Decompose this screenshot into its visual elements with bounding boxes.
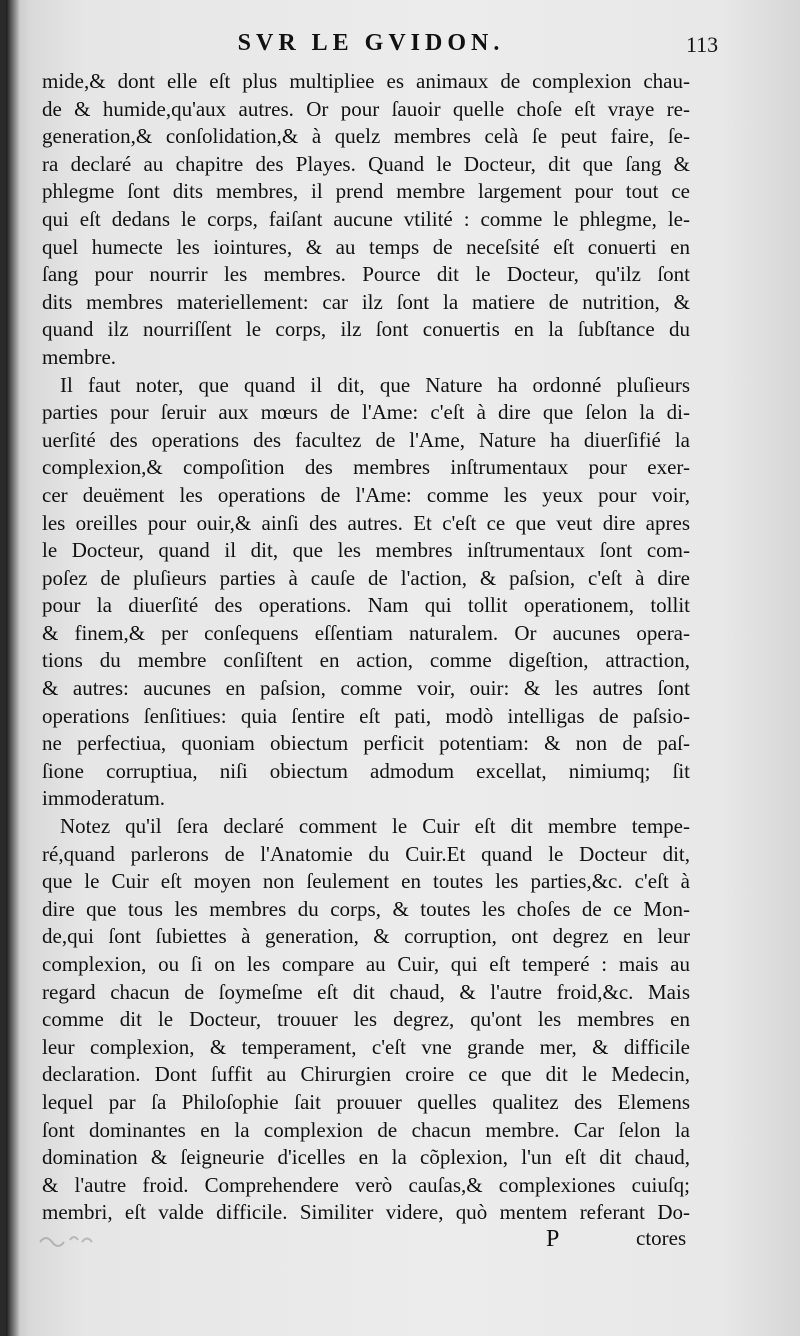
body-text — [42, 68, 690, 1227]
text-line: & autres: aucunes en paſsion, comme voir, ouir: & les autres ſont — [42, 676, 690, 701]
paragraph-start-line: Il faut noter, que quand il dit, que Nature ha ordonné pluſieurs — [60, 372, 690, 397]
text-line: que le Cuir eſt moyen non ſeulement en toutes les parties,&c. c'eſt à — [42, 869, 690, 894]
text-line: uerſité des operations des facultez de l'Ame, Nature ha diuerſifié la — [42, 427, 690, 452]
text-line: poſez de pluſieurs parties à cauſe de l'action, & paſsion, c'eſt à dire — [42, 565, 690, 590]
text-line: ſang pour nourrir les membres. Pource dit le Docteur, qu'ilz ſont — [42, 262, 690, 287]
text-line: tions du membre conſiſtent en action, comme digeſtion, attraction, — [42, 648, 690, 673]
book-page — [6, 0, 800, 1336]
catchword: ctores — [636, 1226, 687, 1250]
signature-mark: P — [546, 1226, 560, 1252]
ink-bleed-mark — [36, 1230, 96, 1248]
text-line: domination & ſeigneurie d'icelles en la cõplexion, l'un eſt dit chaud, — [42, 1145, 690, 1170]
text-line: le Docteur, quand il dit, que les membres inſtrumentaux ſont com- — [42, 538, 690, 563]
text-line: membre. — [42, 344, 117, 369]
text-line: lequel par ſa Philoſophie ſait prouuer quelles qualitez des Elemens — [42, 1089, 690, 1114]
text-line: ſione corruptiua, niſi obiectum admodum excellat, nimiumq; ſit — [42, 758, 690, 783]
running-head: SVR LE GVIDON. — [237, 30, 505, 56]
text-line: declaration. Dont ſuffit au Chirurgien croire ce que dit le Medecin, — [42, 1062, 690, 1087]
text-line: qui eſt dedans le corps, faiſant aucune vtilité : comme le phlegme, le- — [42, 206, 690, 231]
text-line: & finem,& per conſequens eſſentiam naturalem. Or aucunes opera- — [42, 620, 690, 645]
text-line: ne perfectiua, quoniam obiectum perficit potentiam: & non de paſ- — [42, 731, 690, 756]
text-line: quel humecte les iointures, & au temps de neceſsité eſt conuerti en — [42, 234, 690, 259]
text-line: de,qui ſont ſubiettes à generation, & corruption, ont degrez en leur — [42, 924, 690, 949]
text-line: phlegme ſont dits membres, il prend membre largement pour tout ce — [42, 179, 690, 204]
text-line: comme dit le Docteur, trouuer les degrez, qu'ont les membres en — [42, 1007, 690, 1032]
text-line: dits membres materiellement: car ilz ſont la matiere de nutrition, & — [42, 289, 690, 314]
text-line: & l'autre froid. Comprehendere verò cauſas,& complexiones cuiuſq; — [42, 1172, 690, 1197]
text-line: leur complexion, & temperament, c'eſt vne grande mer, & difficile — [42, 1034, 690, 1059]
text-line: dire que tous les membres du corps, & toutes les choſes de ce Mon- — [42, 896, 690, 921]
text-line: parties pour ſeruir aux mœurs de l'Ame: c'eſt à dire que ſelon la di- — [42, 400, 690, 425]
page-footer — [6, 1226, 800, 1266]
text-line: ré,quand parlerons de l'Anatomie du Cuir.Et quand le Docteur dit, — [42, 841, 690, 866]
paragraph-start-line: Notez qu'il ſera declaré comment le Cuir eſt dit membre tempe- — [60, 814, 690, 839]
spine-shadow — [6, 0, 20, 1336]
text-line: les oreilles pour ouir,& ainſi des autres. Et c'eſt ce que veut dire apres — [42, 510, 690, 535]
text-line: immoderatum. — [42, 786, 166, 811]
text-line: ſont dominantes en la complexion de chacun membre. Car ſelon la — [42, 1117, 690, 1142]
text-line: generation,& conſolidation,& à quelz membres celà ſe peut faire, ſe- — [42, 124, 690, 149]
text-line: mide,& dont elle eſt plus multipliee es animaux de complexion chau- — [42, 69, 690, 93]
page-header — [6, 30, 800, 66]
text-line: quand ilz nourriſſent le corps, ilz ſont conuertis en la ſubſtance du — [42, 317, 690, 342]
text-line: complexion,& compoſition des membres inſtrumentaux pour exer- — [42, 455, 690, 480]
text-line: membri, eſt valde difficile. Similiter videre, quò mentem referant Do- — [42, 1200, 690, 1225]
text-line: operations ſenſitiues: quia ſentire eſt pati, modò intelligas de paſsio- — [42, 703, 690, 728]
text-line: ra declaré au chapitre des Playes. Quand le Docteur, dit que ſang & — [42, 151, 690, 176]
text-line: regard chacun de ſoymeſme eſt dit chaud, & l'autre froid,&c. Mais — [42, 979, 690, 1004]
text-line: de & humide,qu'aux autres. Or pour ſauoir quelle choſe eſt vraye re- — [42, 96, 690, 121]
page-number: 113 — [686, 32, 719, 57]
text-line: cer deuëment les operations de l'Ame: comme les yeux pour voir, — [42, 482, 690, 507]
text-line: pour la diuerſité des operations. Nam qui tollit operationem, tollit — [42, 593, 690, 618]
text-line: complexion, ou ſi on les compare au Cuir, qui eſt temperé : mais au — [42, 952, 690, 976]
